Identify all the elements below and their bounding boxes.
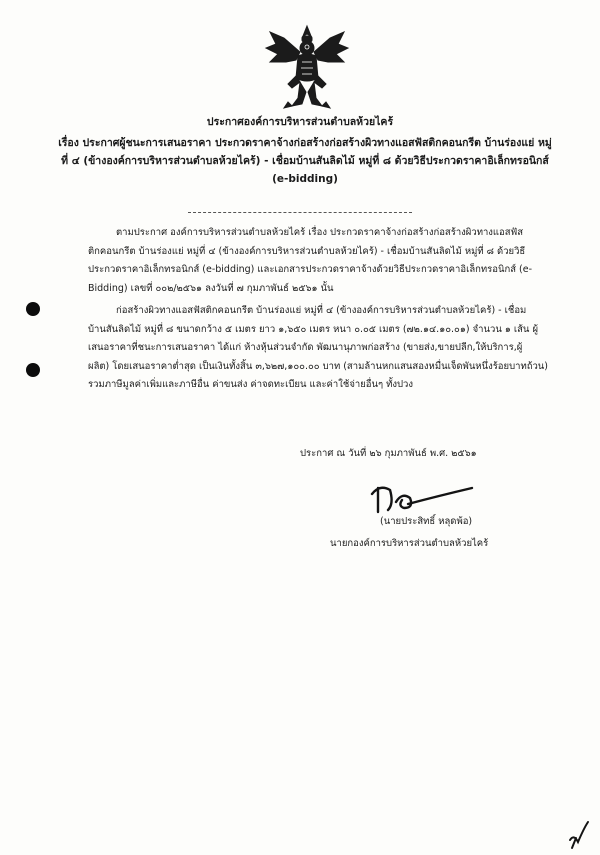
- paragraph-line: ผลิต) โดยเสนอราคาต่ำสุด เป็นเงินทั้งสิ้น ๓,๖๒๗,๑๐๐.๐๐ บาท (สามล้านหกแสนสองหมื่นเจ็ดพันหนึ่งร้อยบาทถ้วน): [88, 360, 548, 372]
- subject: [55, 134, 555, 188]
- divider: [188, 212, 412, 213]
- paragraph-line: เสนอราคาที่ชนะการเสนอราคา ได้แก่ ห้างหุ้นส่วนจำกัด พัฒนานุภาพก่อสร้าง (ขายส่ง,ขายปลีก,ให้บริการ,ผู้: [88, 342, 523, 353]
- punch-hole: [26, 302, 40, 316]
- body-text: [88, 224, 558, 395]
- paragraph-line: ก่อสร้างผิวทางแอสฟัสติกคอนกรีต บ้านร่องแย่ หมู่ที่ ๔ (ข้างองค์การบริหารส่วนตำบลห้วยไคร้) - เชื่อม: [116, 305, 527, 316]
- announcement-date: ประกาศ ณ วันที่ ๒๖ กุมภาพันธ์ พ.ศ. ๒๕๖๑: [300, 448, 477, 459]
- garuda-emblem-icon: [262, 22, 352, 110]
- paragraph-line: บ้านสันลิดไม้ หมู่ที่ ๘ ขนาดกว้าง ๕ เมตร ยาว ๑,๖๕๐ เมตร หนา ๐.๐๕ เมตร (๗๒.๑๔.๑๐.๐๑) จำนวน ๑ เส้น ผู้: [88, 323, 539, 335]
- signer-name: (นายประสิทธิ์ หลุดพ้อ): [380, 516, 473, 527]
- signature-icon: [368, 478, 478, 516]
- subject-line: ที่ ๔ (ข้างองค์การบริหารส่วนตำบลห้วยไคร้) - เชื่อมบ้านสันลิดไม้ หมู่ที่ ๘ ด้วยวิธีประกวดราคาอิเล็กทรอนิกส์: [61, 155, 549, 167]
- paragraph-line: ติกคอนกรีต บ้านร่องแย่ หมู่ที่ ๔ (ข้างองค์การบริหารส่วนตำบลห้วยไคร้) - เชื่อมบ้านสันลิดไม้ หมู่ที่ ๘ ด้วยวิธี: [88, 245, 526, 257]
- paragraph-line: รวมภาษีมูลค่าเพิ่มและภาษีอื่น ค่าขนส่ง ค่าจดทะเบียน และค่าใช้จ่ายอื่นๆ ทั้งปวง: [88, 379, 414, 390]
- paragraph-line: Bidding) เลขที่ ๐๐๒/๒๕๖๑ ลงวันที่ ๗ กุมภาพันธ์ ๒๕๖๑ นั้น: [88, 282, 334, 294]
- tick-mark-icon: [566, 820, 592, 850]
- subject-line: เรื่อง ประกาศผู้ชนะการเสนอราคา ประกวดราคาจ้างก่อสร้างก่อสร้างผิวทางแอสฟัสติกคอนกรีต บ้านร่องแย่ หมู่: [58, 137, 552, 149]
- signer-position: นายกองค์การบริหารส่วนตำบลห้วยไคร้: [330, 538, 489, 549]
- paragraph-line: ประกวดราคาอิเล็กทรอนิกส์ (e-bidding) และเอกสารประกวดราคาจ้างด้วยวิธีประกวดราคาอิเล็กทรอนิกส์ (e-: [88, 264, 533, 275]
- org-title: ประกาศองค์การบริหารส่วนตำบลห้วยไคร้: [206, 116, 394, 128]
- paragraph-line: ตามประกาศ องค์การบริหารส่วนตำบลห้วยไคร้ เรื่อง ประกวดราคาจ้างก่อสร้างก่อสร้างผิวทางแอสฟัส: [116, 227, 524, 238]
- subject-line: (e-bidding): [272, 173, 338, 185]
- punch-hole: [26, 363, 40, 377]
